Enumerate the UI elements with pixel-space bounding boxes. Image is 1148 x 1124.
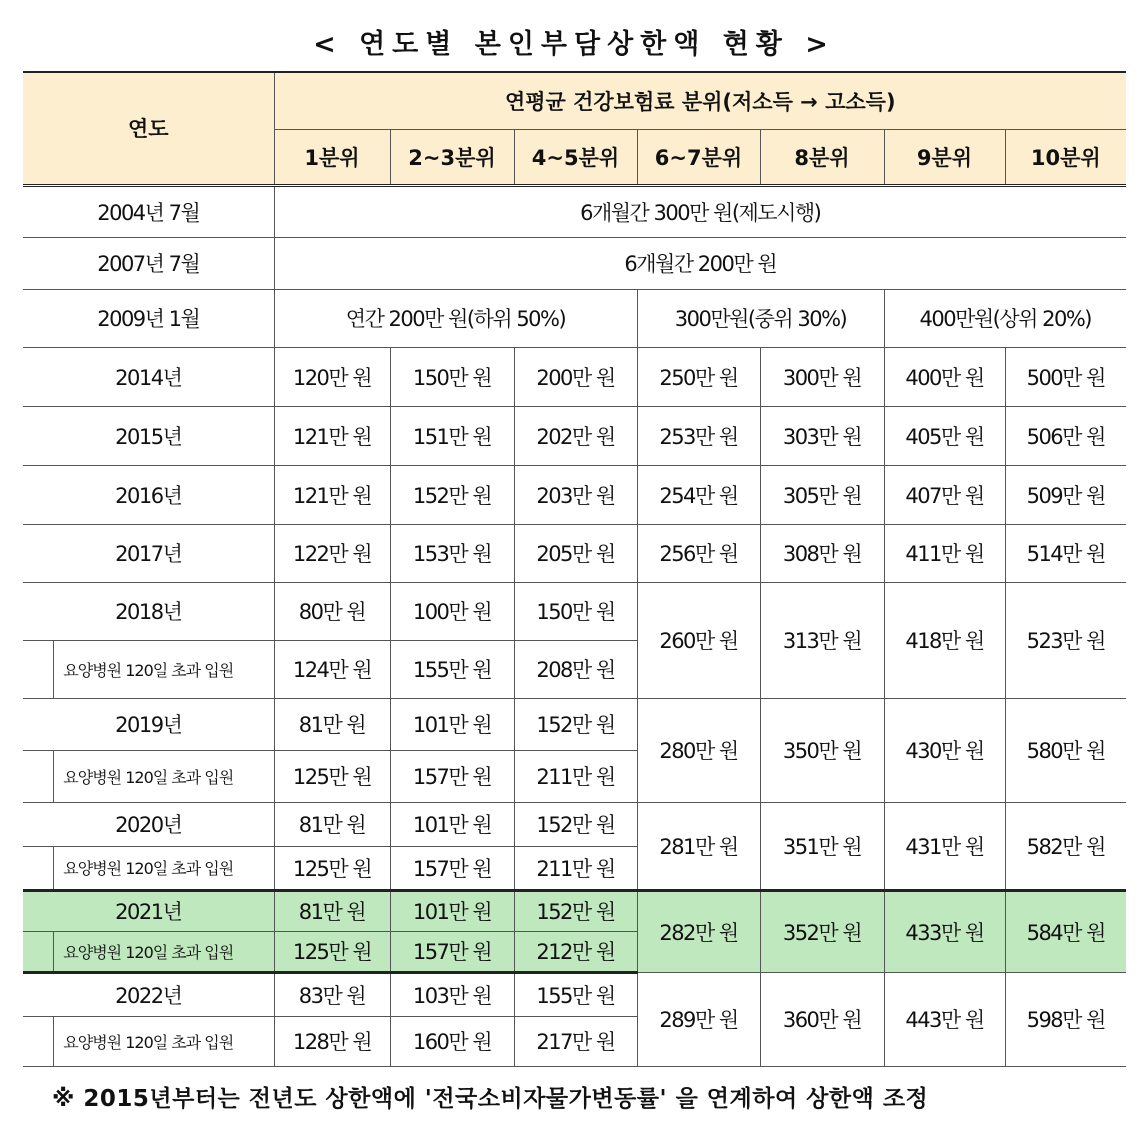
value-cell: 300만 원: [760, 347, 884, 406]
value-cell: 582만 원: [1005, 802, 1126, 890]
decile-header: 4~5분위: [514, 129, 637, 185]
value-cell: 260만 원: [637, 582, 760, 698]
value-cell: 150만 원: [390, 347, 514, 406]
value-cell: 203만 원: [514, 465, 637, 524]
value-cell: 509만 원: [1005, 465, 1126, 524]
value-cell: 103만 원: [390, 972, 514, 1016]
value-cell: 100만 원: [390, 582, 514, 640]
value-cell: 308만 원: [760, 524, 884, 582]
year-cell: 2009년 1월: [23, 289, 274, 347]
value-cell: 211만 원: [514, 750, 637, 802]
year-cell: 2021년: [23, 890, 274, 931]
value-cell: 122만 원: [274, 524, 390, 582]
value-cell: 418만 원: [884, 582, 1005, 698]
decile-header: 8분위: [760, 129, 884, 185]
value-cell: 598만 원: [1005, 972, 1126, 1066]
merged-cell: 300만원(중위 30%): [637, 289, 884, 347]
value-cell: 281만 원: [637, 802, 760, 890]
value-cell: 514만 원: [1005, 524, 1126, 582]
value-cell: 121만 원: [274, 465, 390, 524]
year-cell: 2020년: [23, 802, 274, 846]
table-row: [23, 289, 1126, 347]
merged-cell: 400만원(상위 20%): [884, 289, 1126, 347]
footnote: ※ 2015년부터는 전년도 상한액에 '전국소비자물가변동률' 을 연계하여 상한액 조정: [52, 1086, 929, 1112]
year-cell: 2015년: [23, 406, 274, 465]
value-cell: 360만 원: [760, 972, 884, 1066]
value-cell: 500만 원: [1005, 347, 1126, 406]
value-cell: 350만 원: [760, 698, 884, 802]
value-cell: 280만 원: [637, 698, 760, 802]
sub-label-cell: 요양병원 120일 초과 입원: [23, 846, 274, 890]
table-row: [23, 972, 1126, 1016]
value-cell: 83만 원: [274, 972, 390, 1016]
decile-header: 1분위: [274, 129, 390, 185]
value-cell: 430만 원: [884, 698, 1005, 802]
year-cell: 2018년: [23, 582, 274, 640]
year-header: 연도: [23, 72, 274, 185]
table-row: [23, 237, 1126, 289]
value-cell: 405만 원: [884, 406, 1005, 465]
value-cell: 254만 원: [637, 465, 760, 524]
value-cell: 584만 원: [1005, 890, 1126, 972]
decile-header: 6~7분위: [637, 129, 760, 185]
value-cell: 202만 원: [514, 406, 637, 465]
value-cell: 120만 원: [274, 347, 390, 406]
page-title: < 연도별 본인부담상한액 현황 >: [313, 29, 835, 60]
merged-cell: 6개월간 200만 원: [274, 237, 1126, 289]
value-cell: 101만 원: [390, 698, 514, 750]
value-cell: 205만 원: [514, 524, 637, 582]
value-cell: 400만 원: [884, 347, 1005, 406]
table-row: [23, 347, 1126, 406]
year-cell: 2017년: [23, 524, 274, 582]
merged-cell: 연간 200만 원(하위 50%): [274, 289, 637, 347]
value-cell: 150만 원: [514, 582, 637, 640]
value-cell: 151만 원: [390, 406, 514, 465]
table-row: [23, 802, 1126, 846]
value-cell: 157만 원: [390, 846, 514, 890]
value-cell: 157만 원: [390, 750, 514, 802]
value-cell: 124만 원: [274, 640, 390, 698]
sub-label-cell: 요양병원 120일 초과 입원: [23, 1016, 274, 1066]
value-cell: 101만 원: [390, 890, 514, 931]
value-cell: 523만 원: [1005, 582, 1126, 698]
value-cell: 289만 원: [637, 972, 760, 1066]
value-cell: 155만 원: [390, 640, 514, 698]
value-cell: 81만 원: [274, 890, 390, 931]
value-cell: 217만 원: [514, 1016, 637, 1066]
value-cell: 580만 원: [1005, 698, 1126, 802]
value-cell: 305만 원: [760, 465, 884, 524]
year-cell: 2016년: [23, 465, 274, 524]
value-cell: 506만 원: [1005, 406, 1126, 465]
value-cell: 200만 원: [514, 347, 637, 406]
value-cell: 153만 원: [390, 524, 514, 582]
year-cell: 2022년: [23, 972, 274, 1016]
copay-cap-table: [23, 71, 1126, 1067]
value-cell: 152만 원: [514, 698, 637, 750]
value-cell: 80만 원: [274, 582, 390, 640]
value-cell: 313만 원: [760, 582, 884, 698]
value-cell: 125만 원: [274, 750, 390, 802]
value-cell: 81만 원: [274, 802, 390, 846]
value-cell: 433만 원: [884, 890, 1005, 972]
value-cell: 125만 원: [274, 846, 390, 890]
value-cell: 155만 원: [514, 972, 637, 1016]
value-cell: 81만 원: [274, 698, 390, 750]
value-cell: 282만 원: [637, 890, 760, 972]
value-cell: 152만 원: [514, 802, 637, 846]
value-cell: 351만 원: [760, 802, 884, 890]
value-cell: 128만 원: [274, 1016, 390, 1066]
value-cell: 256만 원: [637, 524, 760, 582]
value-cell: 160만 원: [390, 1016, 514, 1066]
table-row-highlighted: [23, 890, 1126, 931]
merged-cell: 6개월간 300만 원(제도시행): [274, 185, 1126, 237]
table-row: [23, 465, 1126, 524]
value-cell: 250만 원: [637, 347, 760, 406]
value-cell: 211만 원: [514, 846, 637, 890]
decile-header: 2~3분위: [390, 129, 514, 185]
table-row: [23, 406, 1126, 465]
value-cell: 443만 원: [884, 972, 1005, 1066]
year-cell: 2019년: [23, 698, 274, 750]
value-cell: 352만 원: [760, 890, 884, 972]
value-cell: 303만 원: [760, 406, 884, 465]
value-cell: 407만 원: [884, 465, 1005, 524]
value-cell: 125만 원: [274, 931, 390, 972]
table-row: [23, 582, 1126, 640]
year-cell: 2007년 7월: [23, 237, 274, 289]
table-row: [23, 185, 1126, 237]
table-header: [23, 72, 1126, 185]
decile-group-header: 연평균 건강보험료 분위(저소득 → 고소득): [274, 72, 1126, 129]
value-cell: 101만 원: [390, 802, 514, 846]
value-cell: 411만 원: [884, 524, 1005, 582]
sub-label-cell: 요양병원 120일 초과 입원: [23, 750, 274, 802]
sub-label-cell: 요양병원 120일 초과 입원: [23, 640, 274, 698]
value-cell: 212만 원: [514, 931, 637, 972]
value-cell: 121만 원: [274, 406, 390, 465]
value-cell: 208만 원: [514, 640, 637, 698]
year-cell: 2004년 7월: [23, 185, 274, 237]
value-cell: 152만 원: [514, 890, 637, 931]
decile-header: 9분위: [884, 129, 1005, 185]
value-cell: 431만 원: [884, 802, 1005, 890]
value-cell: 152만 원: [390, 465, 514, 524]
table-row: [23, 524, 1126, 582]
year-cell: 2014년: [23, 347, 274, 406]
value-cell: 253만 원: [637, 406, 760, 465]
decile-header: 10분위: [1005, 129, 1126, 185]
table-row: [23, 698, 1126, 750]
sub-label-cell: 요양병원 120일 초과 입원: [23, 931, 274, 972]
value-cell: 157만 원: [390, 931, 514, 972]
